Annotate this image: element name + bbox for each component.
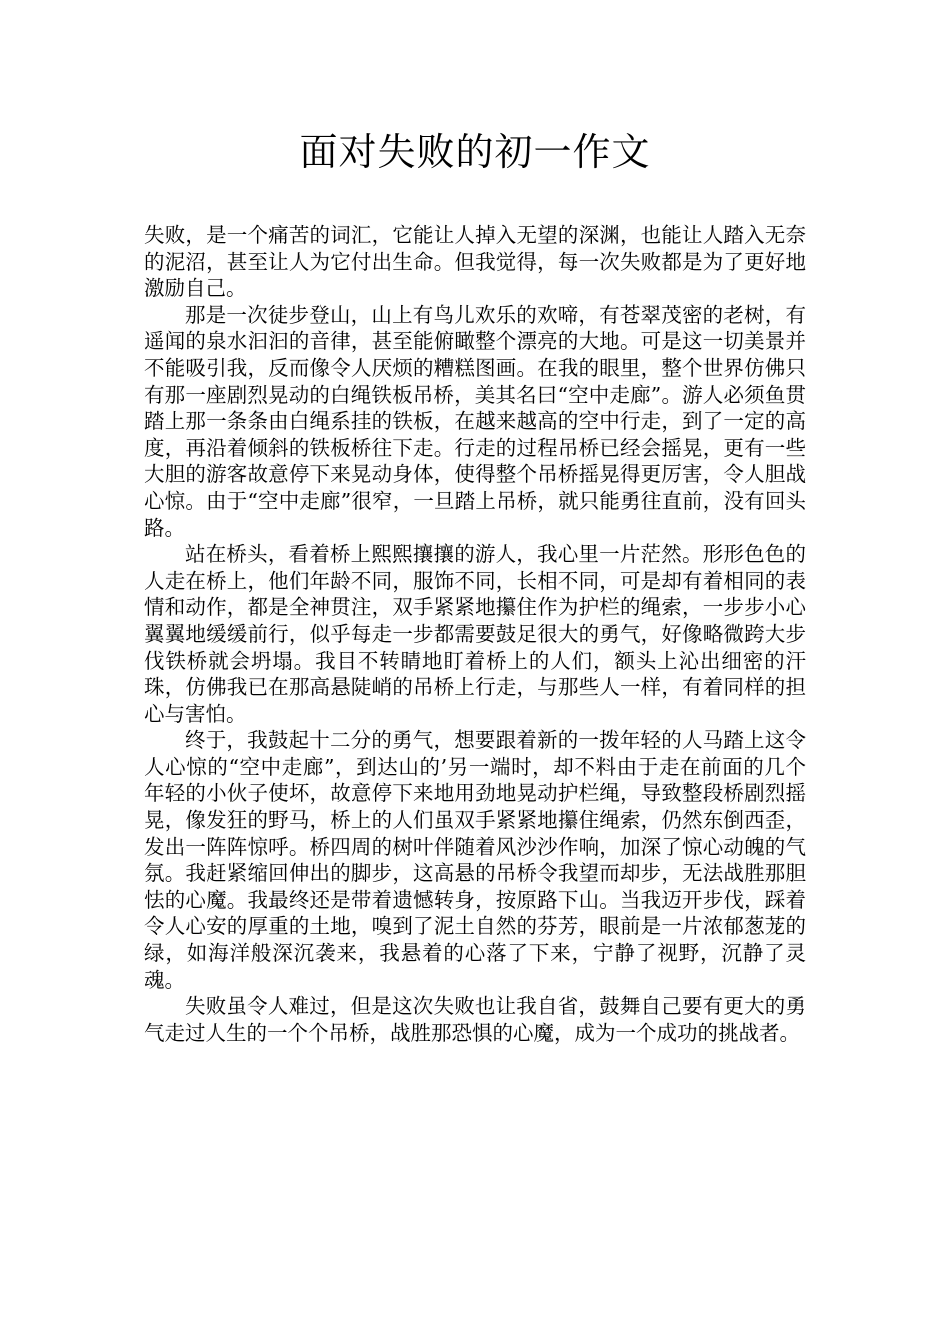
paragraph-2: 那是一次徒步登山，山上有鸟儿欢乐的欢啼，有苍翠茂密的老树，有遥闻的泉水汩汩的音律，甚至能俯瞰整个漂亮的大地。可是这一切美景并不能吸引我，反而像令人厌烦的糟糕图画。在我的眼里，整个世界仿佛只有那一座剧烈晃动的白绳铁板吊桥，美其名曰“空中走廊”。游人必须鱼贯踏上那一条条由白绳系挂的铁板，在越来越高的空中行走，到了一定的高度，再沿着倾斜的铁板桥往下走。行走的过程吊桥已经会摇晃，更有一些大胆的游客故意停下来晃动身体，使得整个吊桥摇晃得更厉害，令人胆战心惊。由于“空中走廊”很窄，一旦踏上吊桥，就只能勇往直前，没有回头路。	[144, 302, 806, 540]
paragraph-3: 站在桥头，看着桥上熙熙攘攘的游人，我心里一片茫然。形形色色的人走在桥上，他们年龄不同，服饰不同，长相不同，可是却有着相同的表情和动作，都是全神贯注，双手紧紧地攥住作为护栏的绳索，一步步小心翼翼地缓缓前行，似乎每走一步都需要鼓足很大的勇气，好像略微跨大步伐铁桥就会坍塌。我目不转睛地盯着桥上的人们，额头上沁出细密的汗珠，仿佛我已在那高悬陡峭的吊桥上行走，与那些人一样，有着同样的担心与害怕。	[144, 542, 806, 726]
paragraph-1: 失败，是一个痛苦的词汇，它能让人掉入无望的深渊，也能让人踏入无奈的泥沼，甚至让人为它付出生命。但我觉得，每一次失败都是为了更好地激励自己。	[144, 223, 806, 301]
paragraph-4: 终于，我鼓起十二分的勇气，想要跟着新的一拨年轻的人马踏上这令人心惊的“空中走廊”，到达山的’另一端时，却不料由于走在前面的几个年轻的小伙子使坏，故意停下来地用劲地晃动护栏绳，导致整段桥剧烈摇晃，像发狂的野马，桥上的人们虽双手紧紧地攥住绳索，仍然东倒西歪，发出一阵阵惊呼。桥四周的树叶伴随着风沙沙作响，加深了惊心动魄的气氛。我赶紧缩回伸出的脚步，这高悬的吊桥令我望而却步，无法战胜那胆怯的心魔。我最终还是带着遗憾转身，按原路下山。当我迈开步伐，踩着令人心安的厚重的土地，嗅到了泥土自然的芬芳，眼前是一片浓郁葱茏的绿，如海洋般深沉袭来，我悬着的心落了下来，宁静了视野，沉静了灵魂。	[144, 728, 806, 992]
paragraph-5: 失败虽令人难过，但是这次失败也让我自省，鼓舞自己要有更大的勇气走过人生的一个个吊桥，战胜那恐惧的心魔，成为一个成功的挑战者。	[144, 994, 806, 1045]
essay-body	[144, 222, 806, 1046]
document-title: 面对失败的初一作文	[299, 130, 651, 174]
